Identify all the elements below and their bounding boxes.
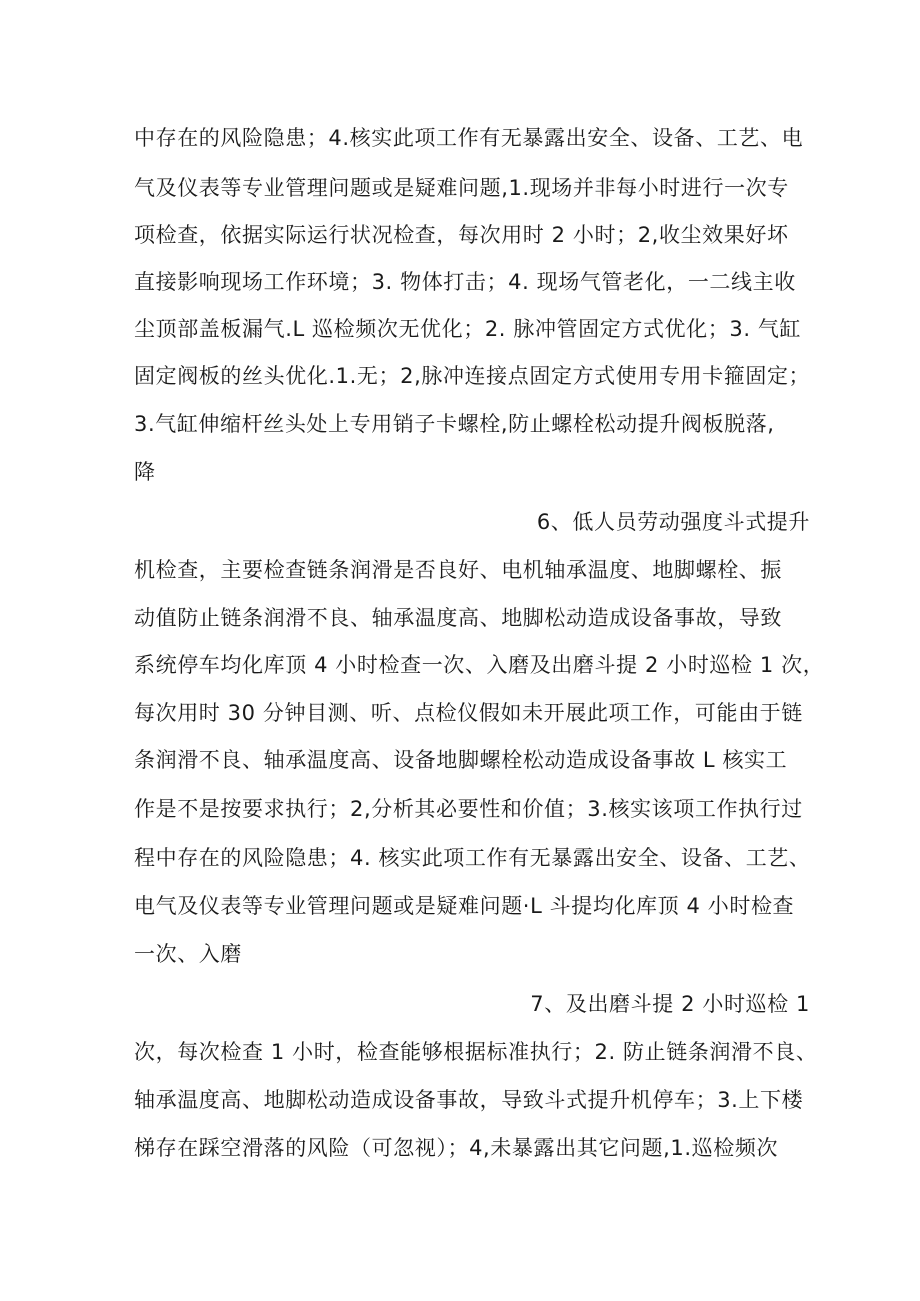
text-line: 机检查，主要检查链条润滑是否良好、电机轴承温度、地脚螺栓、振 [134,558,782,582]
text-line: 作是不是按要求执行；2,分析其必要性和价值；3.核实该项工作执行过 [134,797,803,821]
section-heading-6: 6、低人员劳动强度斗式提升 [536,510,810,534]
text-line: 项检查，依据实际运行状况检查，每次用时 2 小时；2,收尘效果好坏 [134,223,789,247]
text-line: 降 [134,460,156,484]
text-line: 中存在的风险隐患；4.核实此项工作有无暴露出安全、设备、工艺、电 [134,126,804,150]
text-line: 梯存在踩空滑落的风险（可忽视）；4,未暴露出其它问题,1.巡检频次 [134,1136,779,1160]
text-line: 气及仪表等专业管理问题或是疑难问题,1.现场并非每小时进行一次专 [134,176,789,200]
text-line: 次，每次检查 1 小时，检查能够根据标准执行；2. 防止链条润滑不良、 [134,1040,818,1064]
text-line: 电气及仪表等专业管理问题或是疑难问题·L 斗提均化库顶 4 小时检查 [134,894,795,918]
text-line: 轴承温度高、地脚松动造成设备事故，导致斗式提升机停车；3.上下楼 [134,1088,804,1112]
text-line: 条润滑不良、轴承温度高、设备地脚螺栓松动造成设备事故 L 核实工 [134,748,788,772]
text-line: 程中存在的风险隐患；4. 核实此项工作有无暴露出安全、设备、工艺、 [134,846,811,870]
text-line: 动值防止链条润滑不良、轴承温度高、地脚松动造成设备事故，导致 [134,606,782,630]
text-line: 系统停车均化库顶 4 小时检查一次、入磨及出磨斗提 2 小时巡检 1 次， [134,653,825,677]
text-line: 固定阀板的丝头优化.1.无；2,脉冲连接点固定方式使用专用卡箍固定； [134,364,811,388]
text-line: 一次、入磨 [134,942,242,966]
text-line: 3.气缸伸缩杆丝头处上专用销子卡螺栓,防止螺栓松动提升阀板脱落, [134,412,775,436]
text-line: 每次用时 30 分钟目测、听、点检仪假如未开展此项工作，可能由于链 [134,701,803,725]
text-line: 直接影响现场工作环境；3. 物体打击；4. 现场气管老化，一二线主收 [134,270,796,294]
text-line: 尘顶部盖板漏气.L 巡检频次无优化；2. 脉冲管固定方式优化；3. 气缸 [134,317,802,341]
section-heading-7: 7、及出磨斗提 2 小时巡检 1 [530,992,810,1016]
